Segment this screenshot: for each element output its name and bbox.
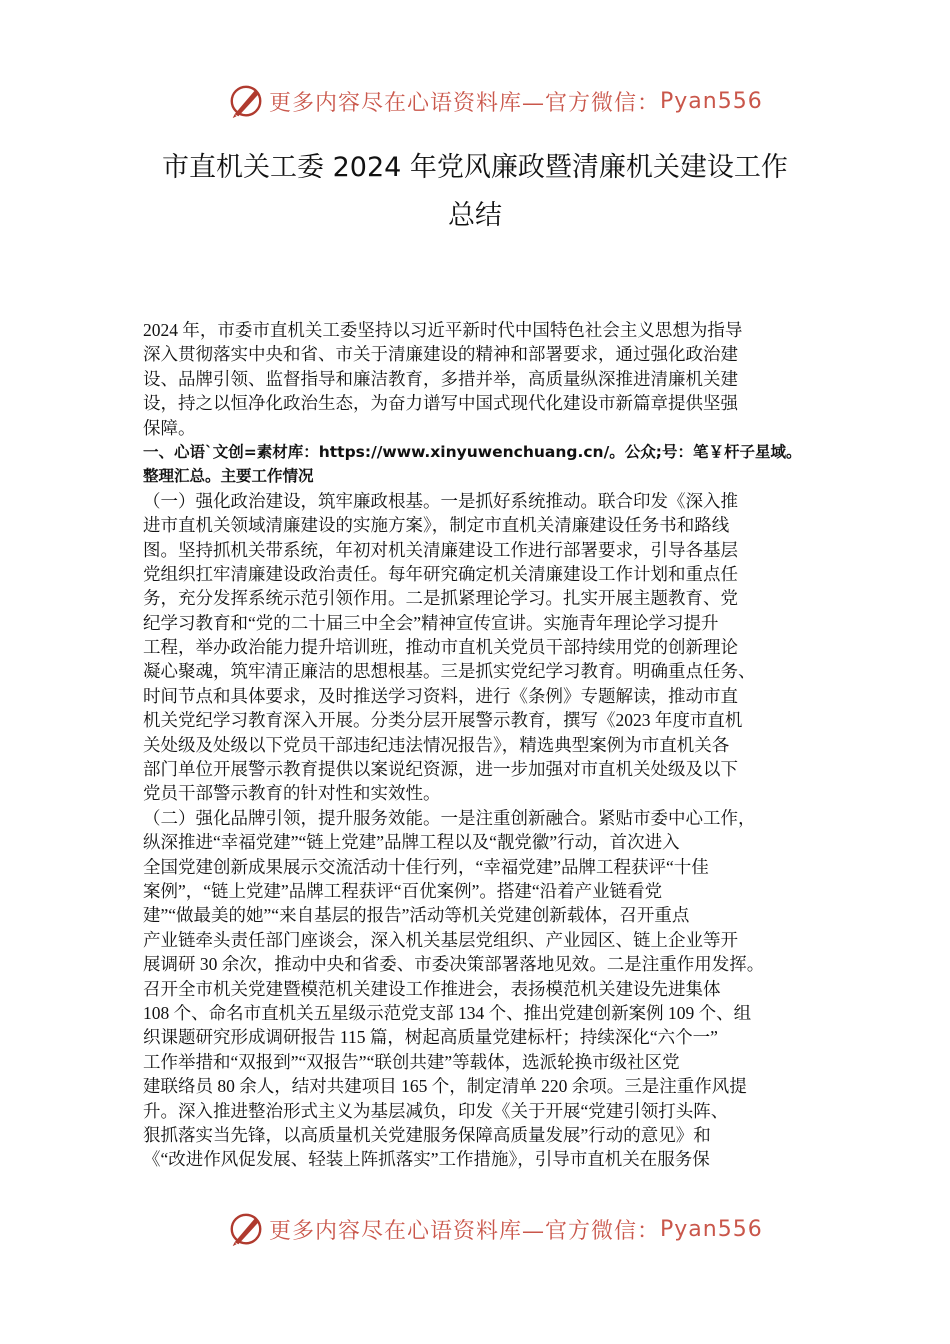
watermark-text: 更多内容尽在心语资料库—官方微信： (269, 1218, 661, 1244)
intro-paragraph (143, 318, 823, 440)
text-line: 关处级及处级以下党员干部违纪违法情况报告》，精选典型案例为市直机关各 (143, 734, 730, 755)
text-line: 建联络员 80 余人，结对共建项目 165 个，制定清单 220 余项。三是注重作风提 (143, 1076, 747, 1097)
text-line: 108 个、命名市直机关五星级示范党支部 134 个、推出党建创新案例 109 个、组 (143, 1002, 752, 1023)
watermark-text: 更多内容尽在心语资料库—官方微信： (269, 90, 661, 116)
text-line: 产业链牵头责任部门座谈会，深入机关基层党组织、产业园区、链上企业等开 (143, 929, 738, 950)
text-line: 设、品牌引领、监督指导和廉洁教育，多措并举，高质量纵深推进清廉机关建 (143, 368, 738, 389)
title-line-1: 市直机关工委 2024 年党风廉政暨清廉机关建设工作 (162, 152, 788, 183)
text-line: 部门单位开展警示教育提供以案说纪资源，进一步加强对市直机关处级及以下 (143, 759, 738, 780)
wechat-id: Pyan556 (660, 1216, 763, 1242)
text-line: 保障。 (143, 417, 196, 438)
text-line: 召开全市机关党建暨模范机关建设工作推进会，表扬模范机关建设先进集体 (143, 978, 721, 999)
pen-logo-icon (227, 82, 265, 120)
watermark-banner-top (0, 78, 950, 124)
wechat-id: Pyan556 (660, 88, 763, 114)
text-line: 党员干部警示教育的针对性和实效性。 (143, 783, 441, 804)
text-line: 展调研 30 余次，推动中央和省委、市委决策部署落地见效。二是注重作用发挥。 (143, 954, 765, 975)
text-line: 《“改进作风促发展、轻装上阵抓落实”工作措施》，引导市直机关在服务保 (143, 1149, 710, 1170)
text-line: 纪学习教育和“党的二十届三中全会”精神宣传宣讲。实施青年理论学习提升 (143, 612, 719, 633)
section-heading (143, 440, 823, 489)
text-line: （二）强化品牌引领，提升服务效能。一是注重创新融合。紧贴市委中心工作， (143, 807, 756, 828)
text-line: 全国党建创新成果展示交流活动十佳行列，“幸福党建”品牌工程获评“十佳 (143, 856, 709, 877)
text-line: 建”“做最美的她”“来自基层的报告”活动等机关党建创新载体，召开重点 (143, 905, 690, 926)
section-1-paragraph (143, 489, 823, 806)
text-line: 升。深入推进整治形式主义为基层减负，印发《关于开展“党建引领打头阵、 (143, 1100, 729, 1121)
text-line: 设，持之以恒净化政治生态，为奋力谱写中国式现代化建设市新篇章提供坚强 (143, 393, 738, 414)
text-line: 时间节点和具体要求，及时推送学习资料，进行《条例》专题解读，推动市直 (143, 685, 738, 706)
text-line: 进市直机关领域清廉建设的实施方案》，制定市直机关清廉建设任务书和路线 (143, 515, 730, 536)
text-line: 2024 年，市委市直机关工委坚持以习近平新时代中国特色社会主义思想为指导 (143, 320, 743, 340)
text-line: 凝心聚魂，筑牢清正廉洁的思想根基。三是抓实党纪学习教育。明确重点任务、 (143, 661, 756, 682)
text-line: 狠抓落实当先锋，以高质量机关党建服务保障高质量发展”行动的意见》和 (143, 1124, 711, 1145)
text-line: 织课题研究形成调研报告 115 篇，树起高质量党建标杆；持续深化“六个一” (143, 1027, 718, 1048)
text-line: 机关党纪学习教育深入开展。分类分层开展警示教育，撰写《2023 年度市直机 (143, 710, 743, 731)
text-line: 党组织扛牢清廉建设政治责任。每年研究确定机关清廉建设工作计划和重点任 (143, 563, 738, 584)
text-line: 图。坚持抓机关带系统，年初对机关清廉建设工作进行部署要求，引导各基层 (143, 539, 738, 560)
text-line: 工作举措和“双报到”“双报告”“联创共建”等载体，选派轮换市级社区党 (143, 1051, 680, 1072)
text-line: （一）强化政治建设，筑牢廉政根基。一是抓好系统推动。联合印发《深入推 (143, 490, 738, 511)
document-title (80, 144, 870, 240)
section-2-paragraph (143, 806, 823, 1172)
text-line: 务，充分发挥系统示范引领作用。二是抓紧理论学习。扎实开展主题教育、党 (143, 588, 738, 609)
watermark-banner-bottom (0, 1206, 950, 1252)
text-line: 纵深推进“幸福党建”“链上党建”品牌工程以及“靓党徽”行动，首次进入 (143, 832, 680, 853)
pen-logo-icon (227, 1210, 265, 1248)
text-line: 深入贯彻落实中央和省、市关于清廉建设的精神和部署要求，通过强化政治建 (143, 344, 738, 365)
text-line: 案例”，“链上党建”品牌工程获评“百优案例”。搭建“沿着产业链看党 (143, 880, 663, 901)
heading-line-1: 一、心语`文创=素材库：https://www.xinyuwenchuang.cn/。公众;号：笔￥杆子星域。 (143, 442, 802, 461)
document-body (143, 318, 823, 1172)
title-line-2: 总结 (448, 200, 502, 231)
heading-line-2: 整理汇总。主要工作情况 (143, 467, 314, 486)
text-line: 工程，举办政治能力提升培训班，推动市直机关党员干部持续用党的创新理论 (143, 637, 738, 658)
